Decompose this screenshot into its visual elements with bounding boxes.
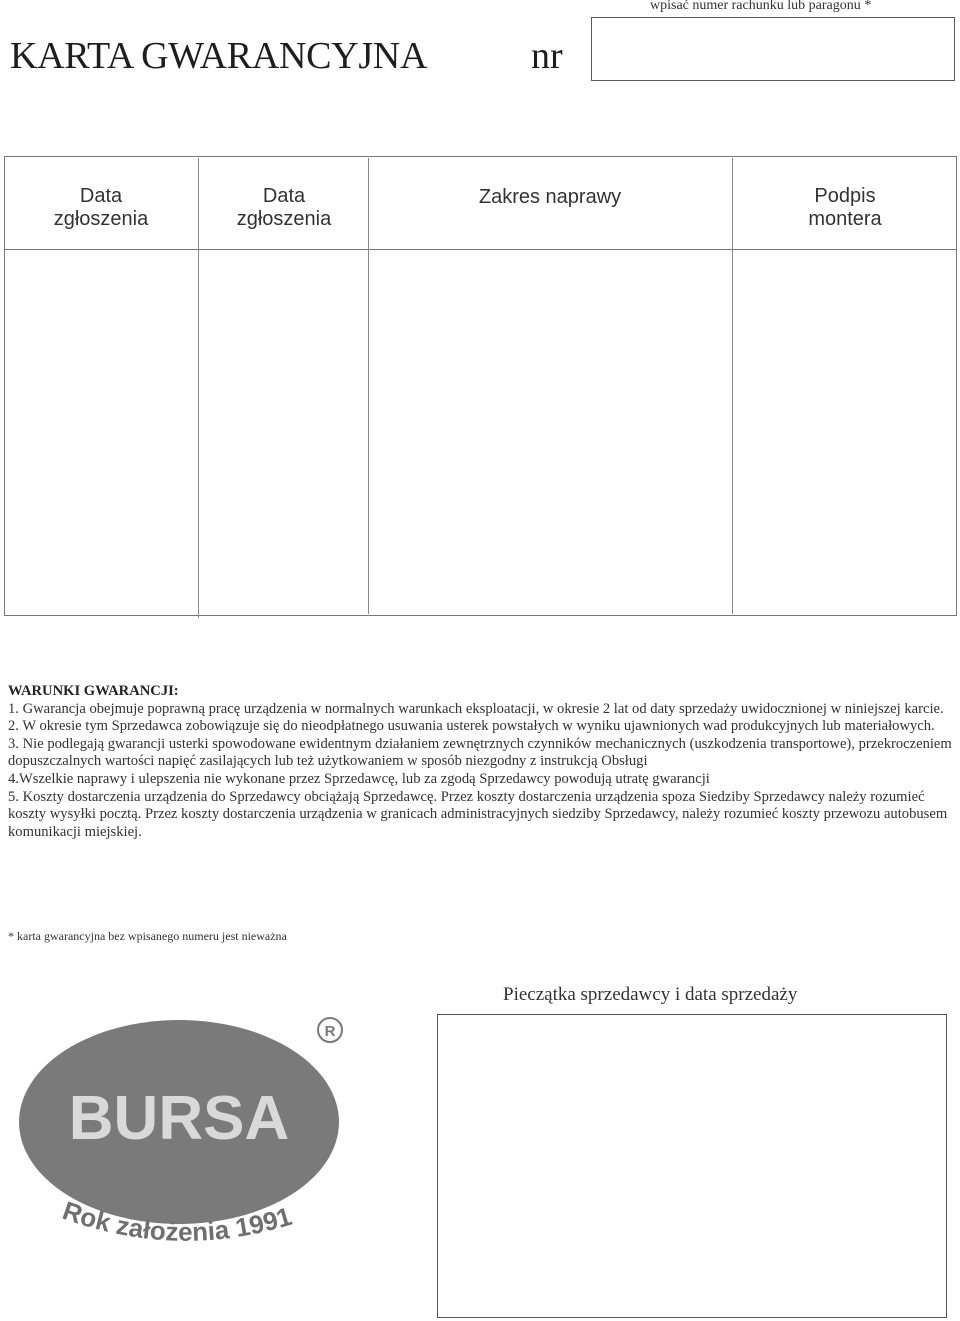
bursa-logo-graphic bbox=[14, 1012, 354, 1292]
seller-stamp-label: Pieczątka sprzedawcy i data sprzedaży bbox=[503, 984, 798, 1005]
condition-item: 2. W okresie tym Sprzedawca zobowiązuje się do nieodpłatnego usuwania usterek powstałych w wyniku ujawnionych wad produkcyjnych lub materiałowych. bbox=[8, 718, 935, 735]
conditions-heading: WARUNKI GWARANCJI: bbox=[8, 683, 179, 699]
invoice-number-field[interactable] bbox=[591, 17, 955, 81]
repair-table-header-divider bbox=[4, 249, 957, 250]
logo-tagline: Rok założenia 1991 bbox=[58, 1195, 296, 1247]
column-header-technician-signature: Podpis montera bbox=[808, 185, 882, 230]
warranty-conditions bbox=[8, 683, 953, 841]
footnote: * karta gwarancyjna bez wpisanego numeru jest nieważna bbox=[8, 929, 287, 943]
column-divider bbox=[198, 158, 199, 618]
column-header-report-date-2: Data zgłoszenia bbox=[236, 185, 332, 230]
registered-mark-text: R bbox=[324, 1023, 336, 1040]
condition-item: 3. Nie podlegają gwarancji usterki spowodowane ewidentnym działaniem zewnętrznych czynników mechanicznych (uszkodzenia transportowe), przekroczeniem dopuszczalnych wartości napięć zasilających lub też użytkowaniem w sposób niezgodny z instrukcją Obsługi bbox=[8, 735, 952, 770]
bursa-logo-icon bbox=[14, 1012, 354, 1292]
column-divider bbox=[368, 158, 369, 614]
condition-item: 1. Gwarancja obejmuje poprawną pracę urządzenia w normalnych warunkach eksploatacji, w okresie 2 lat od daty sprzedaży uwidocznionej w niniejszej karcie. bbox=[8, 700, 944, 717]
condition-item: 5. Koszty dostarczenia urządzenia do Sprzedawcy obciążają Sprzedawcę. Przez koszty dostarczenia urządzenia spoza Siedziby Sprzedawcy należy rozumieć koszty wysyłki pocztą. Przez koszty dostarczenia urządzenia w granicach administracyjnych siedziby Sprzedawcy, należy rozumieć koszty przewozu autobusem komunikacji miejskiej. bbox=[8, 788, 948, 840]
number-label: nr bbox=[531, 35, 563, 77]
seller-stamp-field[interactable] bbox=[437, 1014, 947, 1318]
condition-item: 4.Wszelkie naprawy i ulepszenia nie wykonane przez Sprzedawcę, lub za zgodą Sprzedawcy powodują utratę gwarancji bbox=[8, 770, 710, 787]
logo-brand-text: BURSA bbox=[68, 1084, 290, 1153]
column-divider bbox=[732, 158, 733, 614]
column-header-report-date-1: Data zgłoszenia bbox=[53, 185, 149, 230]
page-title: KARTA GWARANCYJNA bbox=[10, 35, 428, 77]
column-header-repair-scope: Zakres naprawy bbox=[478, 186, 622, 208]
invoice-number-hint: wpisać numer rachunku lub paragonu * bbox=[650, 0, 872, 13]
